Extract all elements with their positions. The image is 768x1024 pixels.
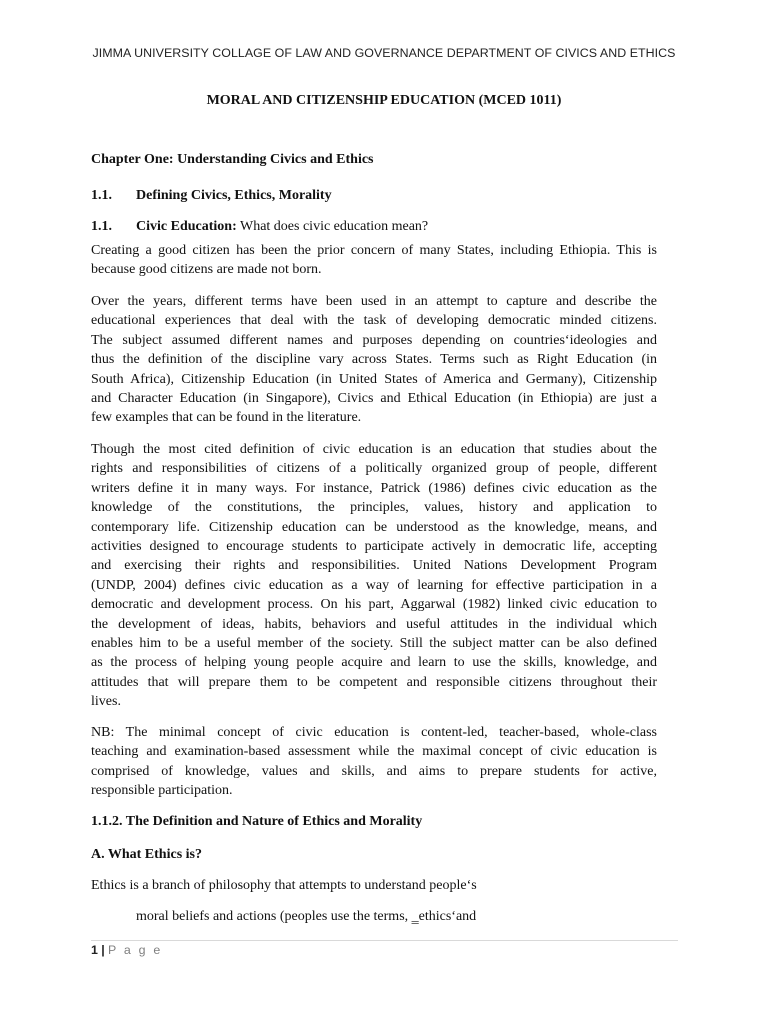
paragraph-line: educational experiences that deal with the task of developing democratic minded citizens. <box>91 313 657 329</box>
paragraph-line: Creating a good citizen has been the prior concern of many States, including Ethiopia. This is <box>91 243 657 258</box>
footer-divider <box>91 940 678 941</box>
paragraph-line: Over the years, different terms have been used in an attempt to capture and describe the <box>91 294 657 309</box>
footer-separator: | <box>101 943 105 957</box>
paragraph-line: contemporary life. Citizenship education can be understood as the knowledge, means, and <box>91 519 657 535</box>
ethics-text-line-indented: moral beliefs and actions (peoples use the terms, ‗ethics‘and <box>136 909 477 924</box>
section-question: What does civic education mean? <box>239 219 429 234</box>
paragraph-line: activities designed to encourage students to participate actively in democratic life, accepting <box>91 539 657 555</box>
page-footer <box>91 943 162 957</box>
paragraph-line: and Character Education (in Singapore), Civics and Ethical Education (in Ethiopia) are just a <box>91 391 657 407</box>
running-header: JIMMA UNIVERSITY COLLAGE OF LAW AND GOVERNANCE DEPARTMENT OF CIVICS AND ETHICS <box>92 46 676 60</box>
paragraph-nb <box>91 723 657 801</box>
paragraph-line: NB: The minimal concept of civic education is content-led, teacher-based, whole-class <box>91 725 657 740</box>
paragraph-2 <box>91 292 657 428</box>
paragraph-line: democratic and development process. On his part, Aggarwal (1982) linked civic education to <box>91 597 657 613</box>
section-heading-defining <box>91 188 332 204</box>
paragraph-line: few examples that can be found in the literature. <box>91 410 362 426</box>
paragraph-3 <box>91 440 657 712</box>
paragraph-line: because good citizens are made not born. <box>91 262 322 278</box>
paragraph-line: enables him to be a useful member of the society. Still the subject matter can be also defined <box>91 636 657 652</box>
ethics-text-line: Ethics is a branch of philosophy that attempts to understand people‘s <box>91 878 477 893</box>
paragraph-line: knowledge of the constitutions, the principles, values, history and application to <box>91 500 657 516</box>
paragraph-line: Though the most cited definition of civic education is an education that studies about the <box>91 442 657 457</box>
paragraph-line: comprised of knowledge, values and skills, and aims to prepare students for active, <box>91 763 657 779</box>
section-number: 1.1. <box>91 219 112 234</box>
paragraph-line: the development of ideas, habits, behaviors and useful attitudes in the individual which <box>91 616 657 632</box>
paragraph-line: and exercising their rights and responsibilities. United Nations Development Program <box>91 558 657 574</box>
paragraph-line: (UNDP, 2004) defines civic education as a way of learning for effective participation in a <box>91 577 657 593</box>
chapter-title: Chapter One: Understanding Civics and Ethics <box>91 152 374 167</box>
page-label: P a g e <box>107 943 163 957</box>
paragraph-line: as the process of helping young people acquire and learn to use the skills, knowledge, and <box>91 655 657 671</box>
paragraph-line: The subject assumed different names and purposes depending on countries‘ideologies and <box>91 332 657 348</box>
paragraph-line: teaching and examination-based assessment while the maximal concept of civic education is <box>91 744 657 760</box>
paragraph-line: responsible participation. <box>91 783 233 799</box>
course-title: MORAL AND CITIZENSHIP EDUCATION (MCED 1011) <box>206 93 562 108</box>
paragraph-line: writers define it in many ways. For instance, Patrick (1986) defines civic education as the <box>91 480 657 496</box>
page-number: 1 <box>91 943 99 957</box>
paragraph-line: lives. <box>91 694 121 710</box>
section-heading-civic-education <box>91 219 428 235</box>
section-title: Civic Education: <box>136 219 237 234</box>
paragraph-line: South Africa), Citizenship Education (in United States of America and Germany), Citizenship <box>91 371 657 387</box>
subsection-heading-what-ethics: A. What Ethics is? <box>91 847 202 862</box>
paragraph-line: thus the definition of the discipline vary across States. Terms such as Right Education (in <box>91 352 657 368</box>
paragraph-line: attitudes that will prepare them to be competent and responsible citizens throughout their <box>91 674 657 690</box>
section-title: Defining Civics, Ethics, Morality <box>136 188 332 203</box>
section-heading-ethics-morality: 1.1.2. The Definition and Nature of Ethics and Morality <box>91 814 423 829</box>
paragraph-line: rights and responsibilities of citizens of a politically organized group of people, different <box>91 461 657 477</box>
paragraph-1 <box>91 241 657 280</box>
section-number: 1.1. <box>91 188 112 203</box>
